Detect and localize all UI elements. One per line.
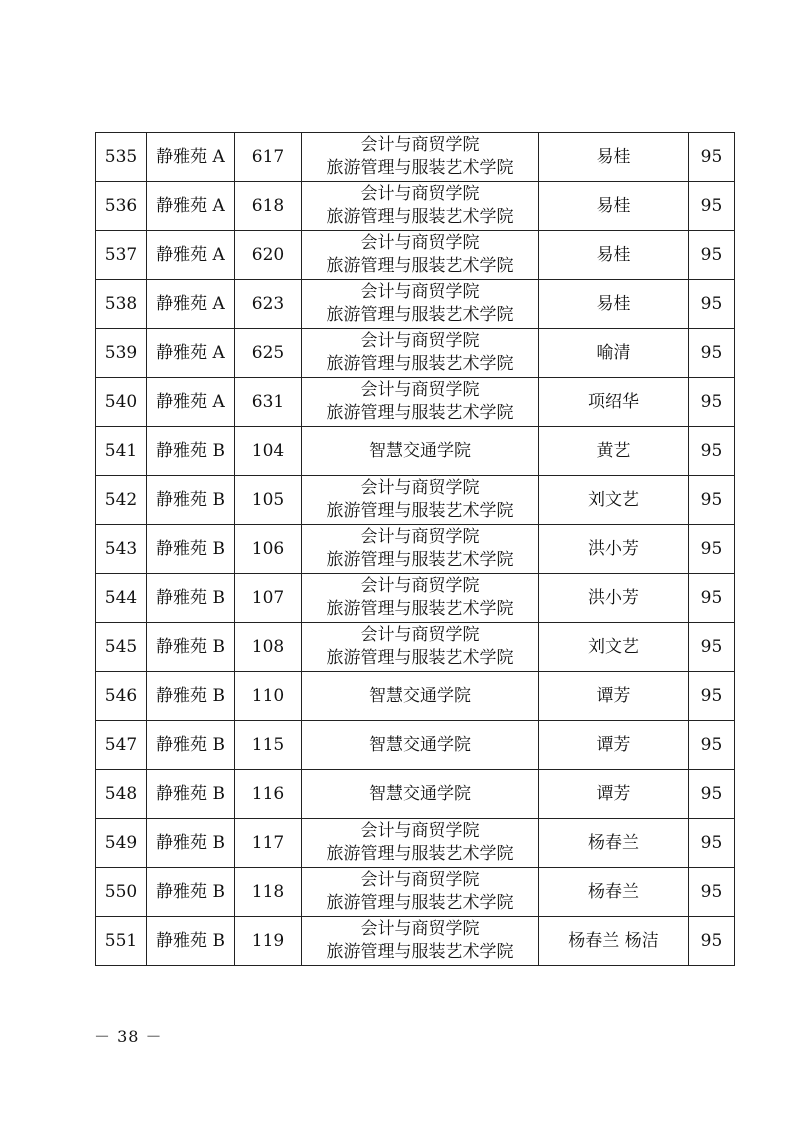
index-cell: 540: [96, 378, 147, 427]
room-cell: 110: [235, 672, 302, 721]
room-cell: 625: [235, 329, 302, 378]
table-row: [96, 917, 735, 966]
building-cell: 静雅苑 B: [147, 721, 235, 770]
college-name: 旅游管理与服装艺术学院: [326, 599, 514, 619]
score-cell: 95: [689, 721, 735, 770]
college-name: 旅游管理与服装艺术学院: [326, 354, 514, 374]
score-cell: 95: [689, 623, 735, 672]
score-cell: 95: [689, 525, 735, 574]
manager-cell: 谭芳: [539, 770, 689, 819]
table-row: [96, 672, 735, 721]
dormitory-score-table: [95, 132, 735, 966]
index-cell: 544: [96, 574, 147, 623]
college-cell: [302, 329, 539, 378]
college-name: 旅游管理与服装艺术学院: [326, 305, 514, 325]
college-cell: [302, 476, 539, 525]
table-row: [96, 868, 735, 917]
index-cell: 538: [96, 280, 147, 329]
score-cell: 95: [689, 329, 735, 378]
college-cell: [302, 819, 539, 868]
index-cell: 548: [96, 770, 147, 819]
score-cell: 95: [689, 427, 735, 476]
manager-cell: 洪小芳: [539, 525, 689, 574]
college-cell: [302, 917, 539, 966]
college-name: 会计与商贸学院: [360, 919, 480, 939]
score-cell: 95: [689, 182, 735, 231]
room-cell: 623: [235, 280, 302, 329]
college-name: 旅游管理与服装艺术学院: [326, 403, 514, 423]
index-cell: 543: [96, 525, 147, 574]
table-row: [96, 231, 735, 280]
manager-cell: 杨春兰: [539, 868, 689, 917]
college-name: 旅游管理与服装艺术学院: [326, 501, 514, 521]
index-cell: 539: [96, 329, 147, 378]
table-row: [96, 133, 735, 182]
college-name: 旅游管理与服装艺术学院: [326, 942, 514, 962]
college-cell: [302, 378, 539, 427]
manager-cell: 易桂: [539, 231, 689, 280]
building-cell: 静雅苑 B: [147, 819, 235, 868]
score-cell: 95: [689, 476, 735, 525]
room-cell: 119: [235, 917, 302, 966]
manager-cell: 项绍华: [539, 378, 689, 427]
index-cell: 541: [96, 427, 147, 476]
room-cell: 108: [235, 623, 302, 672]
building-cell: 静雅苑 B: [147, 917, 235, 966]
table-row: [96, 378, 735, 427]
table-row: [96, 476, 735, 525]
table-body: [96, 133, 735, 966]
table-row: [96, 182, 735, 231]
building-cell: 静雅苑 B: [147, 476, 235, 525]
score-cell: 95: [689, 574, 735, 623]
college-name: 旅游管理与服装艺术学院: [326, 550, 514, 570]
college-name: 会计与商贸学院: [360, 380, 480, 400]
index-cell: 547: [96, 721, 147, 770]
index-cell: 542: [96, 476, 147, 525]
building-cell: 静雅苑 A: [147, 378, 235, 427]
building-cell: 静雅苑 A: [147, 329, 235, 378]
manager-cell: 刘文艺: [539, 476, 689, 525]
manager-cell: 杨春兰 杨洁: [539, 917, 689, 966]
room-cell: 620: [235, 231, 302, 280]
college-name: 智慧交通学院: [369, 783, 471, 804]
score-cell: 95: [689, 231, 735, 280]
table-row: [96, 427, 735, 476]
college-name: 会计与商贸学院: [360, 821, 480, 841]
building-cell: 静雅苑 B: [147, 427, 235, 476]
index-cell: 535: [96, 133, 147, 182]
room-cell: 618: [235, 182, 302, 231]
college-name: 会计与商贸学院: [360, 527, 480, 547]
index-cell: 537: [96, 231, 147, 280]
index-cell: 549: [96, 819, 147, 868]
index-cell: 536: [96, 182, 147, 231]
index-cell: 550: [96, 868, 147, 917]
college-name: 会计与商贸学院: [360, 233, 480, 253]
table-row: [96, 574, 735, 623]
building-cell: 静雅苑 B: [147, 574, 235, 623]
college-name: 会计与商贸学院: [360, 282, 480, 302]
college-name: 旅游管理与服装艺术学院: [326, 256, 514, 276]
room-cell: 115: [235, 721, 302, 770]
college-name: 旅游管理与服装艺术学院: [326, 207, 514, 227]
college-name: 智慧交通学院: [369, 685, 471, 706]
college-cell: [302, 868, 539, 917]
college-cell: [302, 623, 539, 672]
college-name: 旅游管理与服装艺术学院: [326, 893, 514, 913]
room-cell: 104: [235, 427, 302, 476]
college-name: 会计与商贸学院: [360, 135, 480, 155]
building-cell: 静雅苑 A: [147, 231, 235, 280]
room-cell: 118: [235, 868, 302, 917]
room-cell: 106: [235, 525, 302, 574]
manager-cell: 刘文艺: [539, 623, 689, 672]
college-name: 会计与商贸学院: [360, 184, 480, 204]
college-name: 智慧交通学院: [369, 734, 471, 755]
college-cell: [302, 133, 539, 182]
manager-cell: 洪小芳: [539, 574, 689, 623]
college-cell: [302, 182, 539, 231]
manager-cell: 喻清: [539, 329, 689, 378]
room-cell: 105: [235, 476, 302, 525]
score-cell: 95: [689, 868, 735, 917]
building-cell: 静雅苑 A: [147, 182, 235, 231]
college-cell: [302, 280, 539, 329]
room-cell: 107: [235, 574, 302, 623]
manager-cell: 黄艺: [539, 427, 689, 476]
score-cell: 95: [689, 917, 735, 966]
college-name: 会计与商贸学院: [360, 625, 480, 645]
index-cell: 551: [96, 917, 147, 966]
index-cell: 546: [96, 672, 147, 721]
college-cell: [302, 231, 539, 280]
table-row: [96, 819, 735, 868]
college-name: 旅游管理与服装艺术学院: [326, 648, 514, 668]
college-cell: [302, 672, 539, 721]
college-cell: [302, 574, 539, 623]
score-cell: 95: [689, 770, 735, 819]
manager-cell: 易桂: [539, 133, 689, 182]
building-cell: 静雅苑 B: [147, 770, 235, 819]
manager-cell: 谭芳: [539, 721, 689, 770]
building-cell: 静雅苑 A: [147, 280, 235, 329]
room-cell: 116: [235, 770, 302, 819]
building-cell: 静雅苑 A: [147, 133, 235, 182]
building-cell: 静雅苑 B: [147, 525, 235, 574]
index-cell: 545: [96, 623, 147, 672]
table-row: [96, 525, 735, 574]
college-name: 会计与商贸学院: [360, 331, 480, 351]
college-name: 会计与商贸学院: [360, 478, 480, 498]
college-name: 旅游管理与服装艺术学院: [326, 844, 514, 864]
college-cell: [302, 770, 539, 819]
score-cell: 95: [689, 672, 735, 721]
manager-cell: 易桂: [539, 280, 689, 329]
building-cell: 静雅苑 B: [147, 672, 235, 721]
page-number: － 38 －: [94, 1027, 163, 1046]
table-row: [96, 329, 735, 378]
college-name: 旅游管理与服装艺术学院: [326, 158, 514, 178]
table-row: [96, 770, 735, 819]
college-cell: [302, 427, 539, 476]
table-row: [96, 721, 735, 770]
score-cell: 95: [689, 280, 735, 329]
college-name: 会计与商贸学院: [360, 870, 480, 890]
college-name: 智慧交通学院: [369, 440, 471, 461]
college-cell: [302, 721, 539, 770]
score-cell: 95: [689, 819, 735, 868]
score-cell: 95: [689, 133, 735, 182]
building-cell: 静雅苑 B: [147, 623, 235, 672]
table-row: [96, 280, 735, 329]
room-cell: 617: [235, 133, 302, 182]
room-cell: 631: [235, 378, 302, 427]
manager-cell: 易桂: [539, 182, 689, 231]
building-cell: 静雅苑 B: [147, 868, 235, 917]
score-cell: 95: [689, 378, 735, 427]
room-cell: 117: [235, 819, 302, 868]
table-row: [96, 623, 735, 672]
manager-cell: 杨春兰: [539, 819, 689, 868]
college-cell: [302, 525, 539, 574]
college-name: 会计与商贸学院: [360, 576, 480, 596]
manager-cell: 谭芳: [539, 672, 689, 721]
